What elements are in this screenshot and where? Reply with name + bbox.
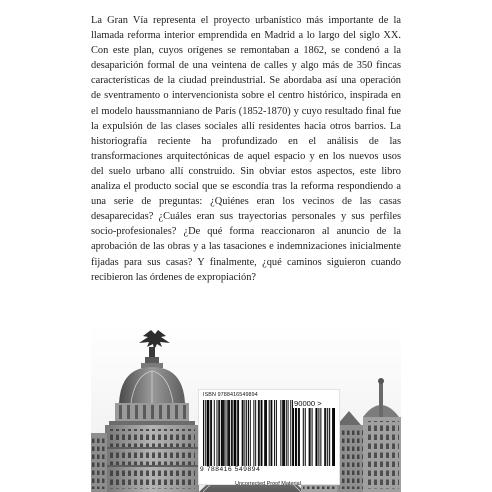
- barcode-bar: [211, 400, 212, 466]
- barcode-bar: [237, 400, 238, 466]
- barcode-bar: [214, 400, 215, 466]
- barcode-bar: [303, 408, 304, 466]
- addon-barcode: [293, 408, 335, 466]
- barcode-bar: [318, 408, 319, 466]
- barcode-bar: [309, 408, 310, 466]
- barcode-bar: [310, 408, 311, 466]
- barcode-bar: [223, 400, 224, 466]
- barcode-bar: [221, 400, 222, 466]
- barcode-bar: [210, 400, 211, 466]
- barcode-bar: [255, 400, 256, 466]
- synopsis-paragraph: La Gran Vía representa el proyecto urbanístico más importante de la llamada reforma interior emprendida en Madrid a lo largo del siglo XX. Con este plan, cuyos orígenes se remontaban a 1862, se condenó a la desaparición formal de una veintena de calles y algo más de 350 fincas características de la ciudad preindustrial. Se abordaba así una operación de sventramento o intervencionista sobre el centro histórico, inspirada en el modelo haussmanniano de París (1852-1870) y cuyo resultado final fue la expulsión de las clases sociales allí residentes hacia otros barrios. La historiografía reciente ha profundizado en el análisis de las transformaciones arquitectónicas de aquel espacio y en los nuevos usos del suelo urbano allí construido. Sin obviar estos aspectos, este libro analiza el producto social que se escondía tras la reforma respondiendo a una serie de preguntas: ¿Quiénes eran los vecinos de las casas desaparecidas? ¿Cuáles eran sus trayectorias personales y sus perfiles socio-profesionales? ¿De qué forma reaccionaron al anuncio de la aprobación de las obras y a las tasaciones e indemnizaciones inicialmente fijadas para sus casas? Y finalmente, ¿qué caminos siguieron cuando recibieron las órdenes de expropiación?: [91, 15, 401, 283]
- barcode-bar: [203, 400, 204, 466]
- barcode-bar: [226, 400, 227, 466]
- barcode-bar: [276, 400, 277, 466]
- barcode-bar: [327, 408, 328, 466]
- barcode-bar: [222, 400, 223, 466]
- barcode-bar: [269, 400, 270, 466]
- barcode-bar: [205, 400, 206, 466]
- barcode-bar: [253, 400, 254, 466]
- barcode-bar: [207, 400, 208, 466]
- barcode-bar: [316, 408, 317, 466]
- barcode-bar: [312, 408, 313, 466]
- barcode-bar: [298, 408, 299, 466]
- barcode-bar: [217, 400, 218, 466]
- barcode-bar: [261, 400, 262, 466]
- barcode-bar: [329, 408, 330, 466]
- barcode-bar: [224, 400, 225, 466]
- barcode-bar: [299, 408, 300, 466]
- barcode-bar: [243, 400, 244, 466]
- barcode-bar: [266, 400, 267, 466]
- barcode-bar: [324, 408, 325, 466]
- barcode-bar: [208, 400, 209, 466]
- barcode-bar: [290, 400, 291, 466]
- ean-barcode: [203, 400, 293, 466]
- price-code: 90000 >: [294, 399, 322, 408]
- barcode-bar: [333, 408, 334, 466]
- barcode-bar: [286, 400, 287, 466]
- barcode-bar: [271, 400, 272, 466]
- barcode-bar: [258, 400, 259, 466]
- barcode-bar: [232, 400, 233, 466]
- barcode-bar: [231, 400, 232, 466]
- barcode-bar: [227, 400, 228, 466]
- barcode-bar: [208, 400, 209, 466]
- barcode-bar: [248, 400, 249, 466]
- barcode-bar: [274, 400, 275, 466]
- barcode-bar: [246, 400, 247, 466]
- barcode-bar: [264, 400, 265, 466]
- barcode-bar: [238, 400, 239, 466]
- barcode-bar: [234, 400, 235, 466]
- barcode-bar: [265, 400, 266, 466]
- barcode-bar: [218, 400, 219, 466]
- barcode-bar: [315, 408, 316, 466]
- barcode-bar: [280, 400, 281, 466]
- barcode-bar: [296, 408, 297, 466]
- isbn-label: ISBN 9788416549894: [203, 392, 258, 398]
- barcode-bar: [259, 400, 260, 466]
- barcode-bar: [250, 400, 251, 466]
- proof-note: Uncorrected Proof Material: [235, 481, 301, 487]
- barcode-bar: [320, 408, 321, 466]
- barcode-bar: [283, 400, 284, 466]
- barcode-box: [198, 389, 340, 485]
- barcode-bar: [244, 400, 245, 466]
- barcode-bar: [271, 400, 272, 466]
- barcode-digits: 9 788416 549894: [200, 466, 261, 473]
- barcode-bar: [235, 400, 236, 466]
- barcode-bar: [262, 400, 263, 466]
- barcode-bar: [325, 408, 326, 466]
- barcode-bar: [332, 408, 333, 466]
- barcode-bar: [219, 400, 220, 466]
- barcode-bar: [235, 400, 236, 466]
- barcode-bar: [288, 400, 289, 466]
- barcode-bar: [305, 408, 306, 466]
- barcode-bar: [284, 400, 285, 466]
- barcode-bar: [295, 408, 296, 466]
- barcode-bar: [282, 400, 283, 466]
- barcode-bar: [229, 400, 230, 466]
- barcode-bar: [334, 408, 335, 466]
- barcode-bar: [242, 400, 243, 466]
- barcode-bar: [293, 408, 294, 466]
- barcode-bar: [228, 400, 229, 466]
